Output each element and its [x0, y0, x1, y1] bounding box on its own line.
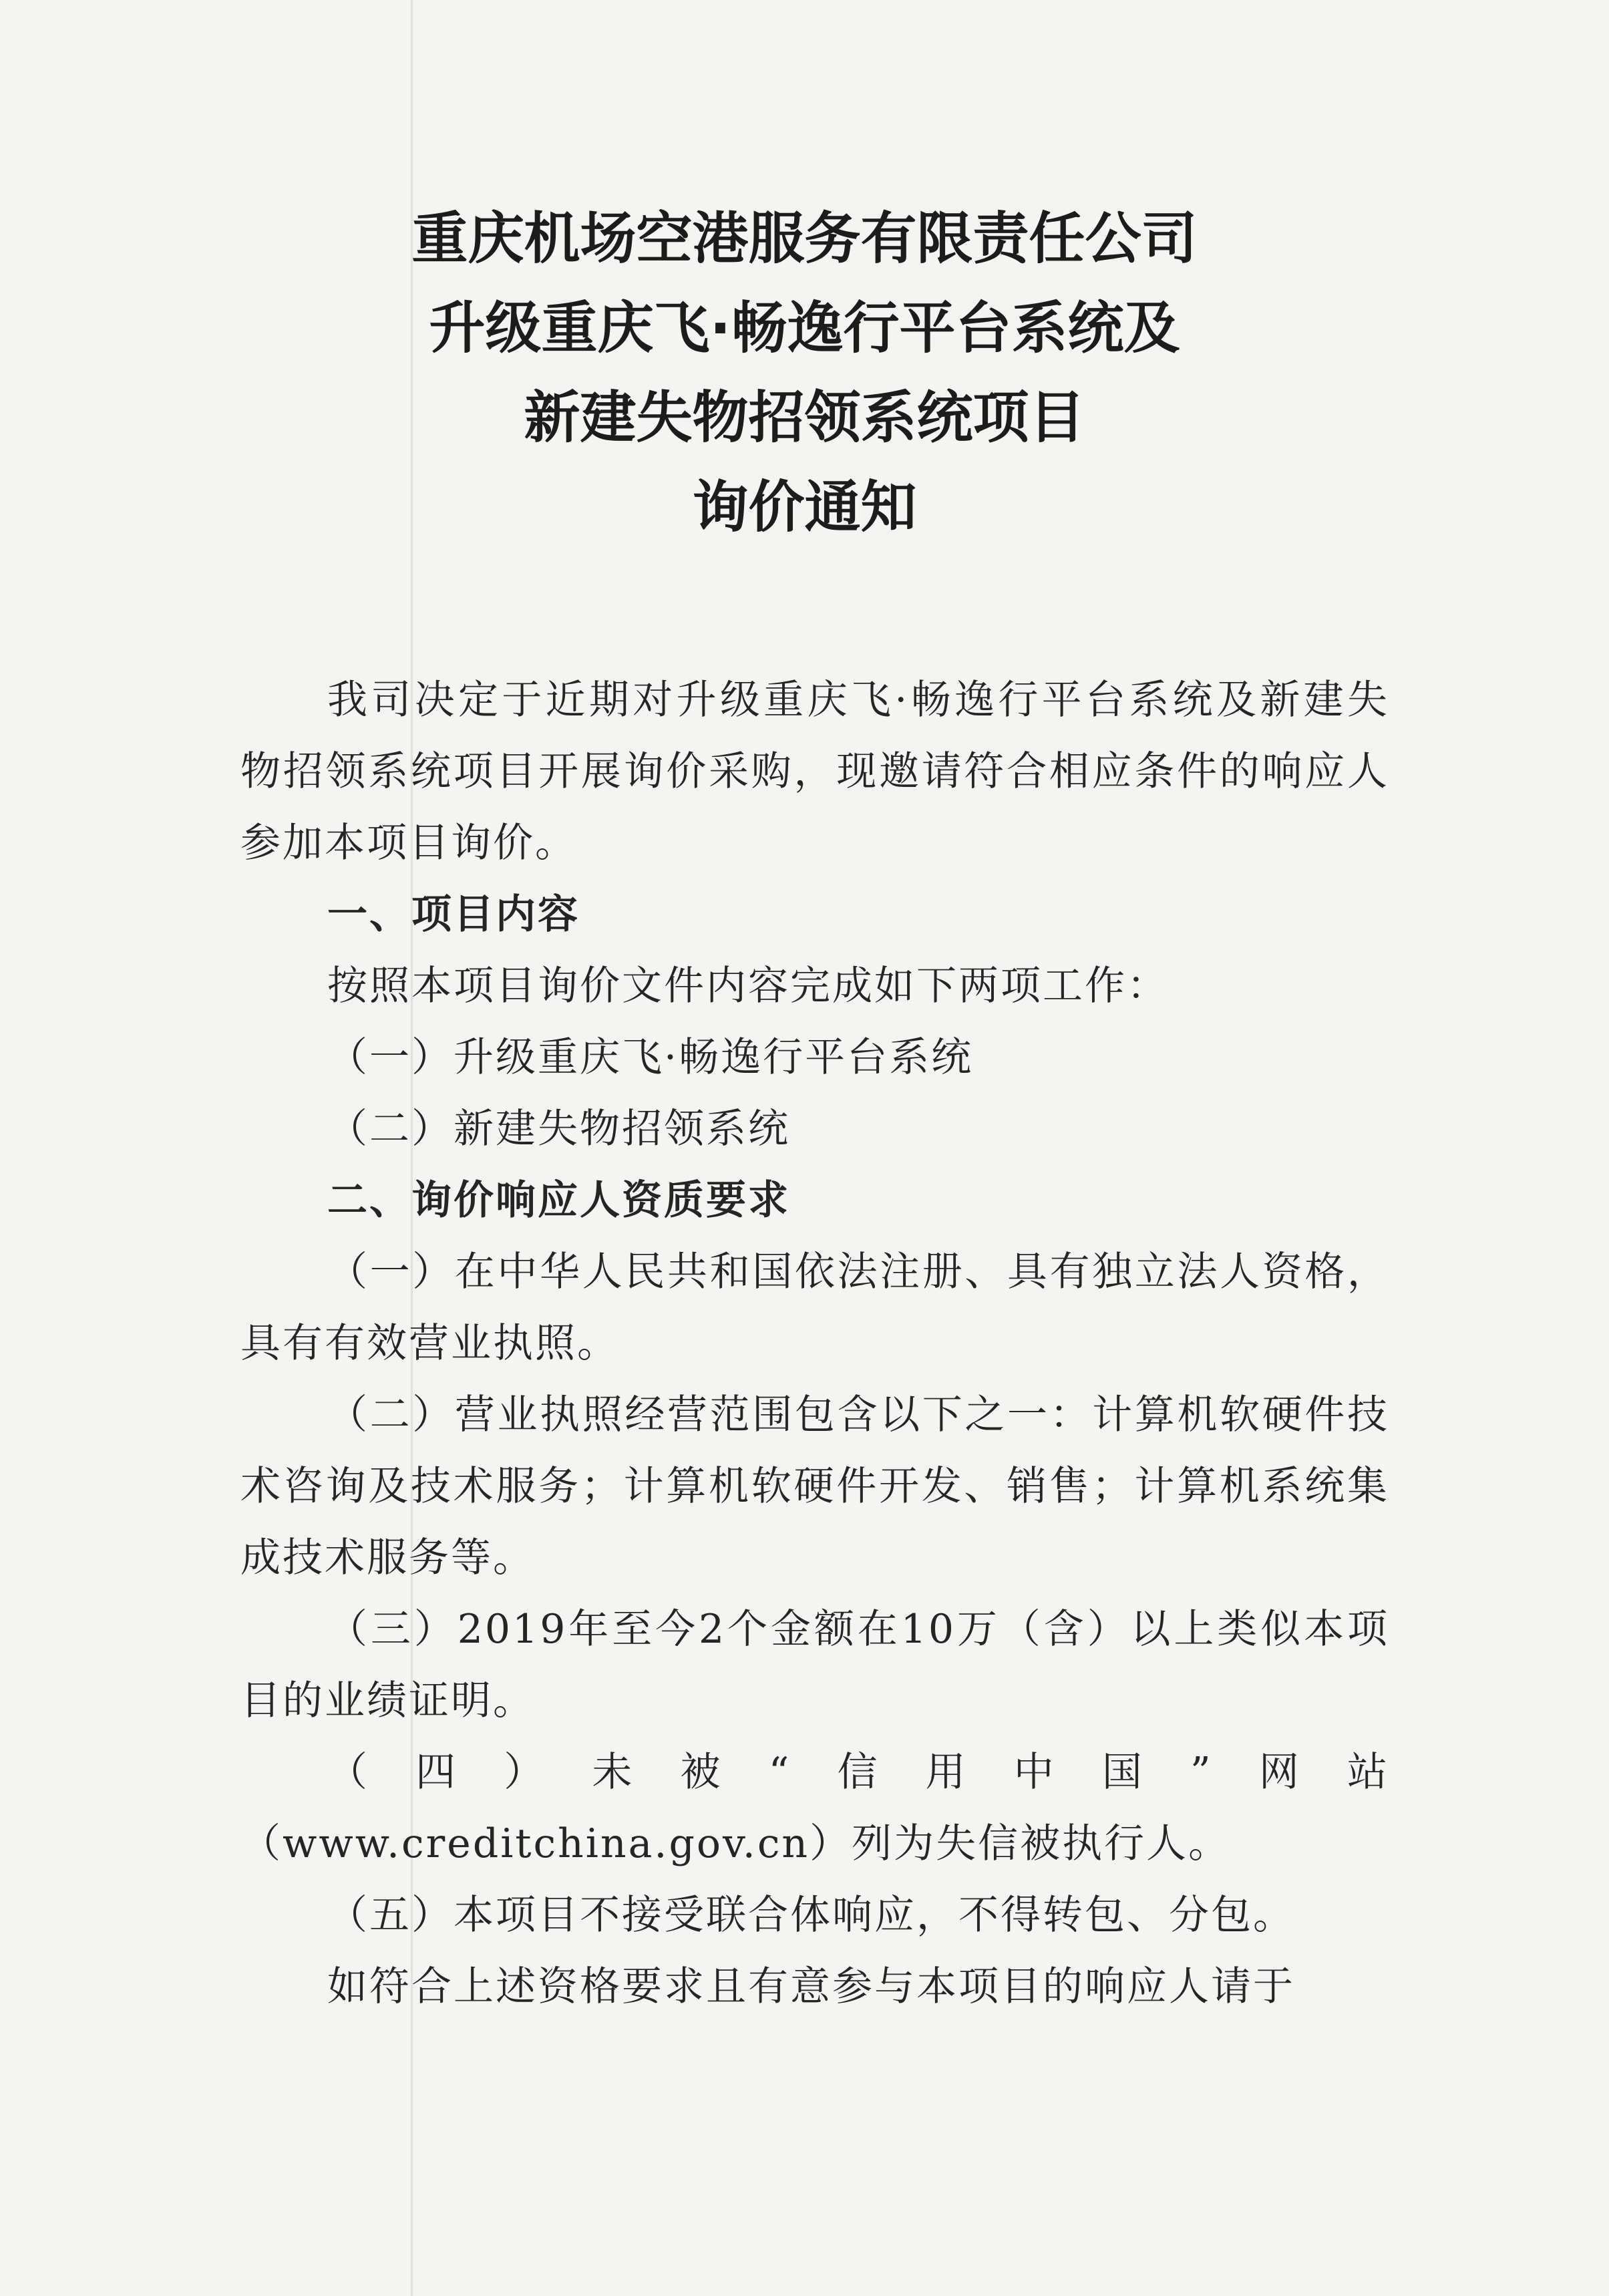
- closing-paragraph: 如符合上述资格要求且有意参与本项目的响应人请于: [327, 1963, 1295, 2010]
- requirement-1: （一）在中华人民共和国依法注册、具有独立法人资格，具有有效营业执照。: [240, 1249, 1389, 1367]
- title-line-project-1: 升级重庆飞·畅逸行平台系统及: [429, 295, 1180, 361]
- requirement-2: （二）营业执照经营范围包含以下之一：计算机软硬件技术咨询及技术服务；计算机软硬件开发、销售；计算机系统集成技术服务等。: [240, 1391, 1389, 1581]
- requirement-4: （四）未被“信用中国”网站（www.creditchina.gov.cn）列为失信被执行人。: [240, 1749, 1389, 1867]
- intro-paragraph: 我司决定于近期对升级重庆飞·畅逸行平台系统及新建失物招领系统项目开展询价采购，现邀请符合相应条件的响应人参加本项目询价。: [240, 677, 1389, 866]
- section1-item-1: （一）升级重庆飞·畅逸行平台系统: [327, 1034, 974, 1081]
- title-line-company: 重庆机场空港服务有限责任公司: [411, 206, 1198, 271]
- requirement-5: （五）本项目不接受联合体响应，不得转包、分包。: [327, 1892, 1295, 1939]
- section-heading-project-content: 一、项目内容: [327, 891, 580, 938]
- requirement-3: （三）2019年至今2个金额在10万（含）以上类似本项目的业绩证明。: [240, 1606, 1389, 1724]
- document-body: [240, 665, 1389, 2023]
- section1-item-2: （二）新建失物招领系统: [327, 1106, 790, 1152]
- section-heading-qualifications: 二、询价响应人资质要求: [327, 1177, 790, 1224]
- title-line-project-2: 新建失物招领系统项目: [524, 385, 1085, 450]
- section1-lead: 按照本项目询价文件内容完成如下两项工作：: [327, 963, 1169, 1009]
- title-line-notice: 询价通知: [692, 474, 917, 540]
- document-title: [0, 194, 1609, 552]
